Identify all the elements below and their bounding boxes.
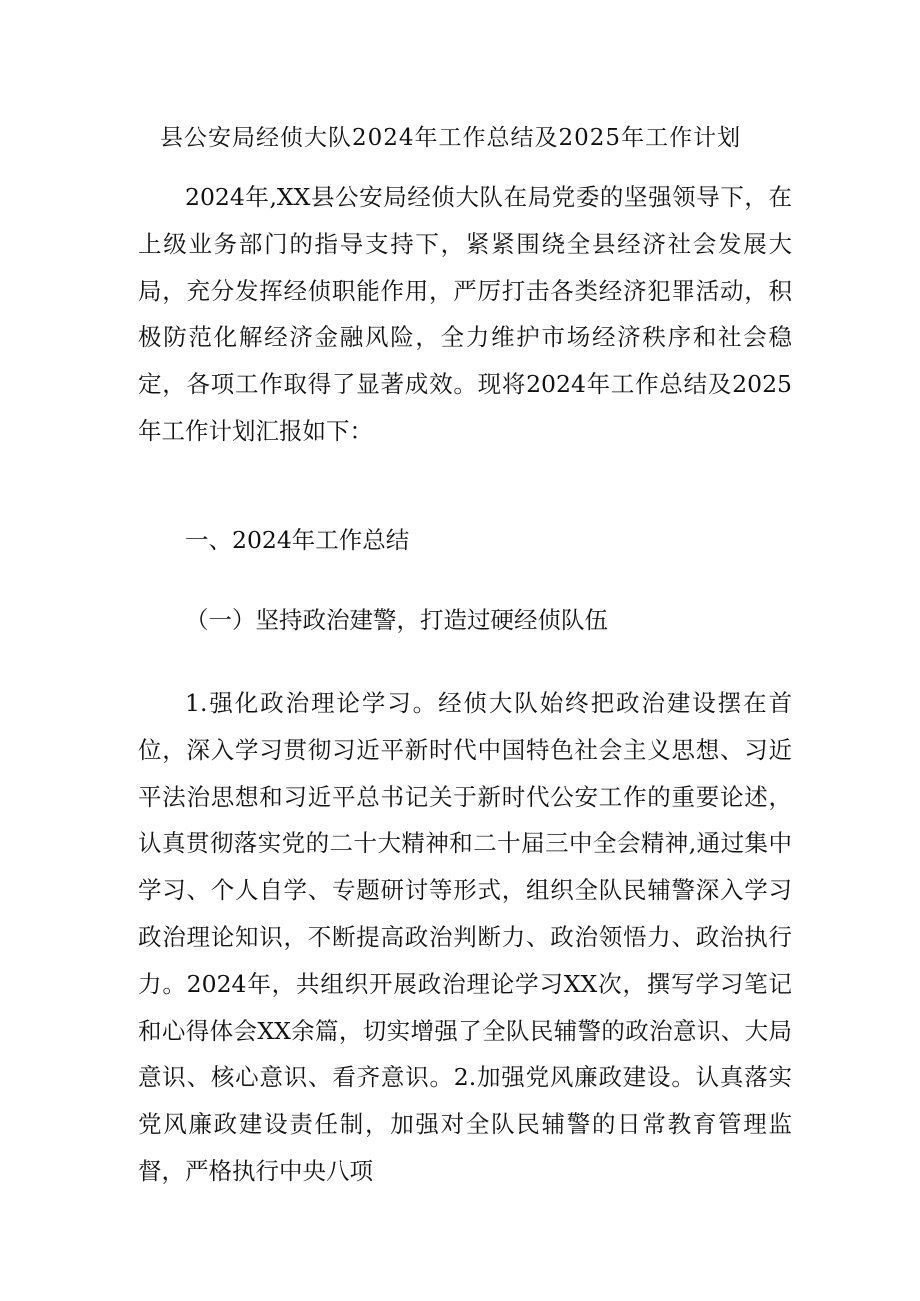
section-heading-work-summary: 一、2024年工作总结 xyxy=(185,526,410,554)
body-paragraph-political-study: 1.强化政治理论学习。经侦大队始终把政治建设摆在首位，深入学习贯彻习近平新时代中国特色社会主义思想、习近平法治思想和习近平总书记关于新时代公安工作的重要论述，认真贯彻落实党的二十大精神和二十届三中全会精神,通过集中学习、个人自学、专题研讨等形式，组织全队民辅警深入学习政治理论知识，不断提高政治判断力、政治领悟力、政治执行力。2024年，共组织开展政治理论学习XX次，撰写学习笔记和心得体会XX余篇，切实增强了全队民辅警的政治意识、大局意识、核心意识、看齐意识。2.加强党风廉政建设。认真落实党风廉政建设责任制，加强对全队民辅警的日常教育管理监督，严格执行中央八项 xyxy=(138,689,792,1185)
subsection-heading-political-policing: （一）坚持政治建警，打造过硬经侦队伍 xyxy=(185,606,608,634)
intro-paragraph: 2024年,XX县公安局经侦大队在局党委的坚强领导下，在上级业务部门的指导支持下，紧紧围绕全县经济社会发展大局，充分发挥经侦职能作用，严厉打击各类经济犯罪活动，积极防范化解经济金融风险，全力维护市场经济秩序和社会稳定，各项工作取得了显著成效。现将2024年工作总结及2025年工作计划汇报如下： xyxy=(138,183,792,445)
document-title: 县公安局经侦大队2024年工作总结及2025年工作计划 xyxy=(160,125,742,151)
